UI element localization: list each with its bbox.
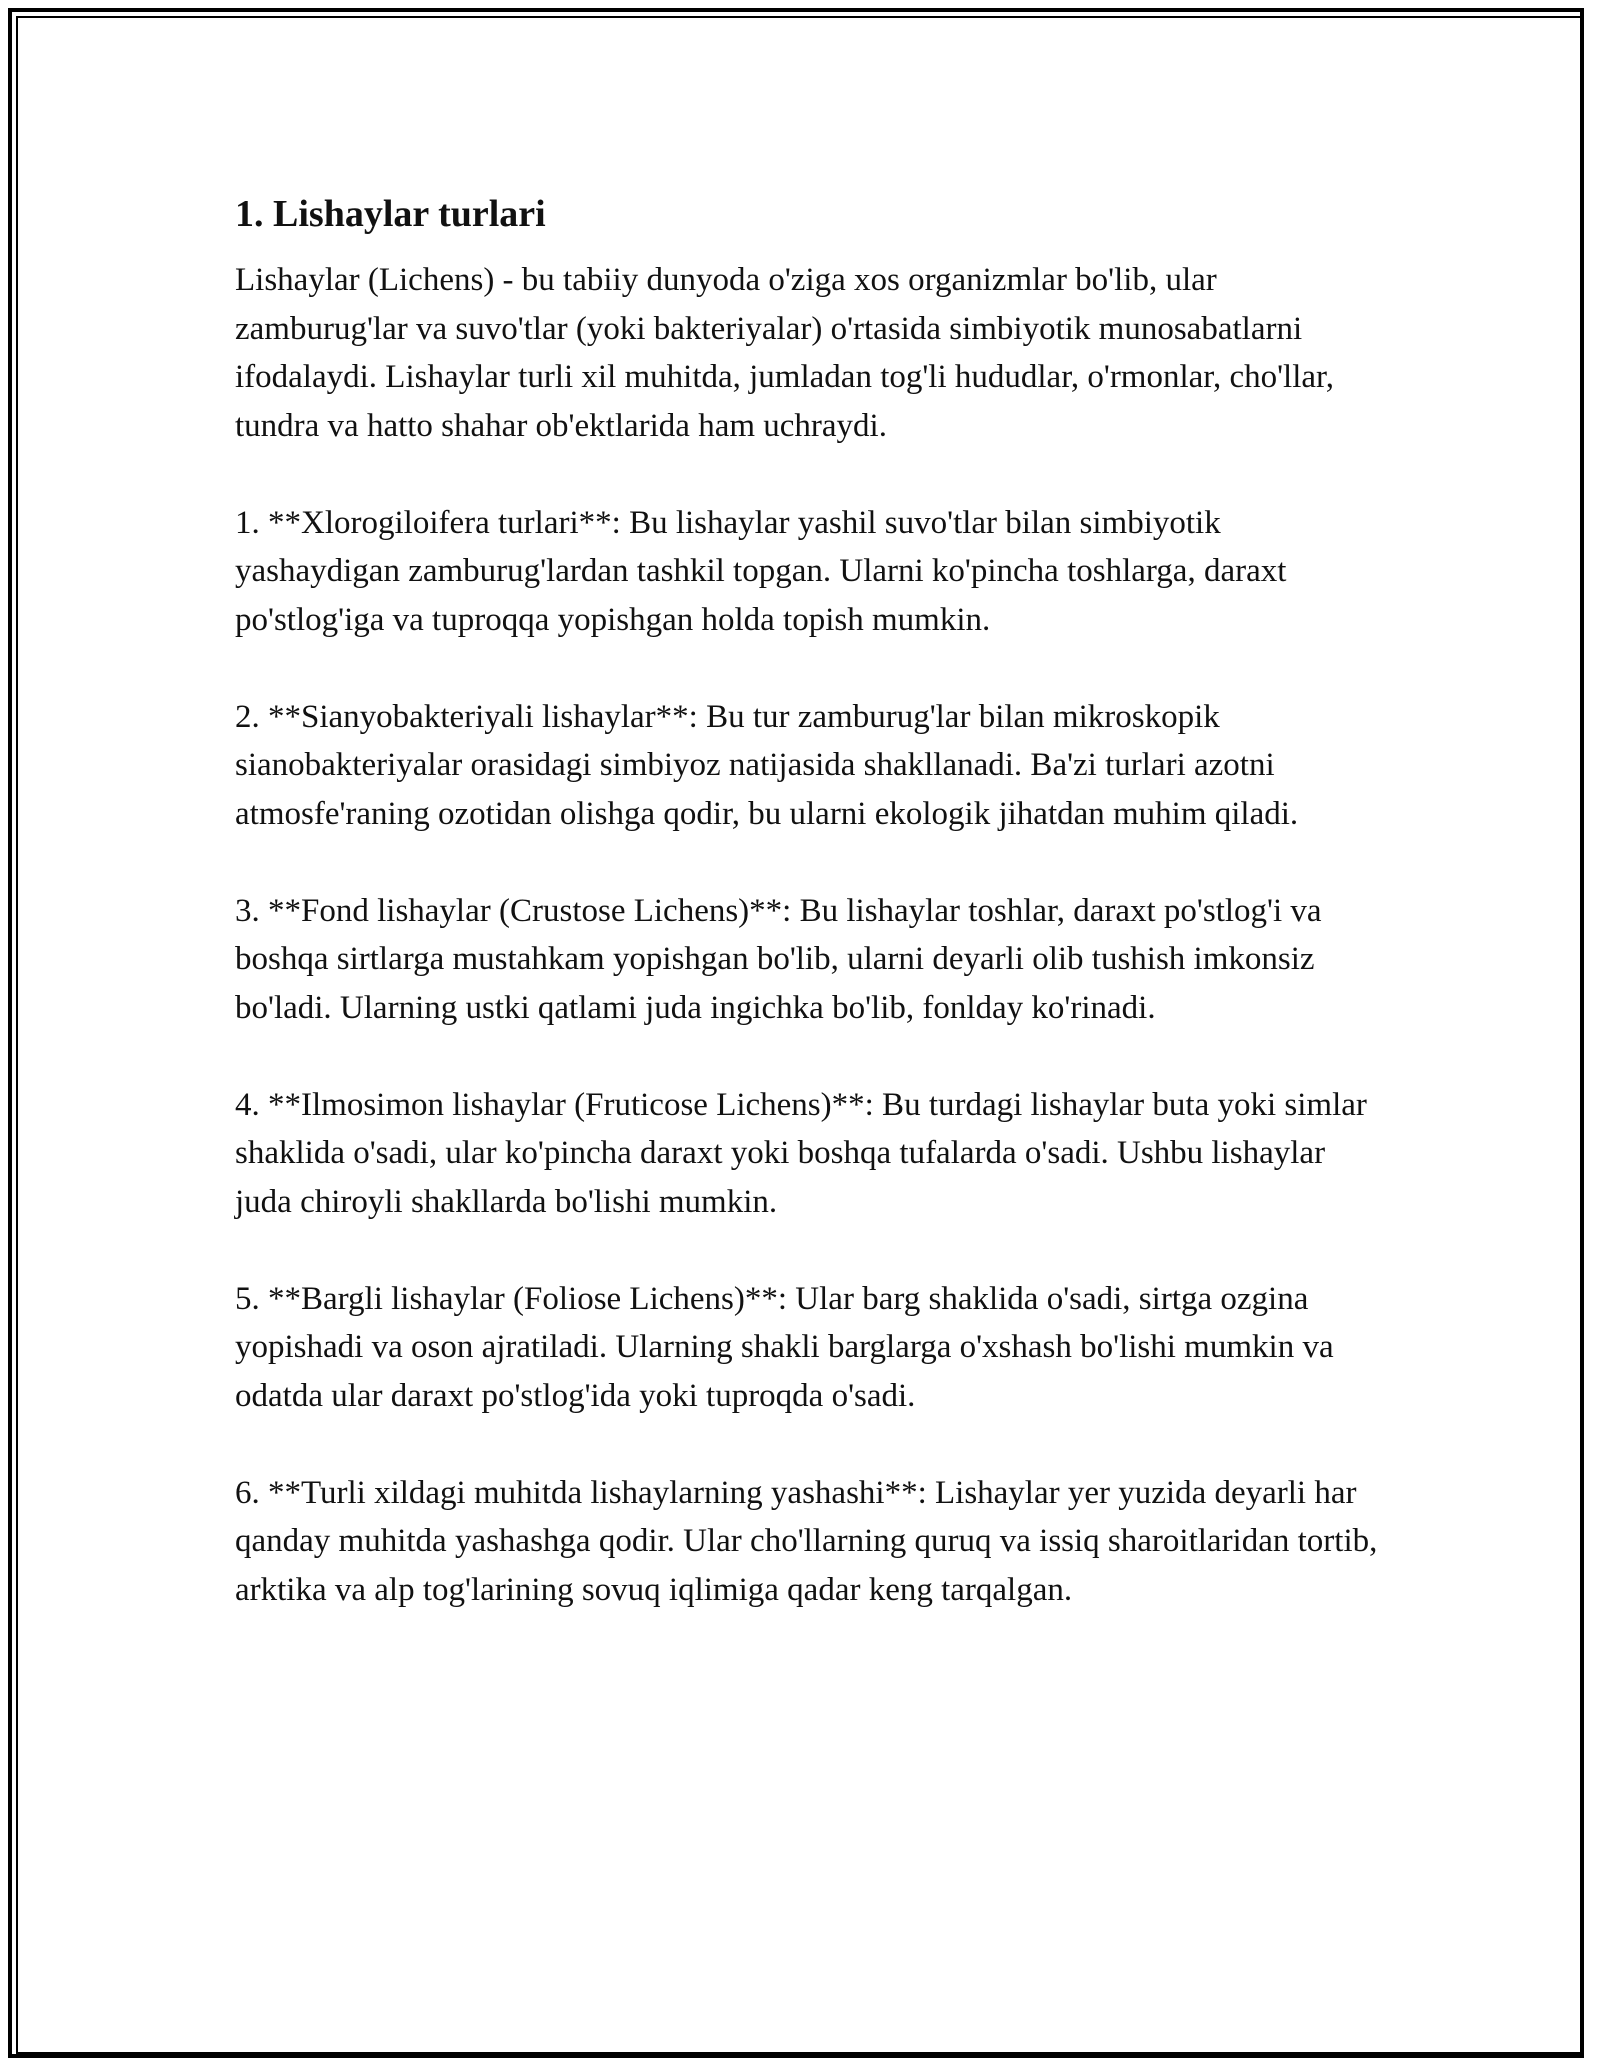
document-title: 1. Lishaylar turlari (235, 193, 546, 235)
intro-paragraph: Lishaylar (Lichens) - bu tabiiy dunyoda o'ziga xos organizmlar bo'lib, ular zamburug'lar va suvo'tlar (yoki bakteriyalar) o'rtasida simbiyotik munosabatlarni ifodalaydi. Lishaylar turli xil muhitda, jumladan tog'li hududlar, o'rmonlar, cho'llar, tundra va hatto shahar ob'ektlarida ham uchraydi. (235, 262, 1334, 444)
list-item-1: 1. **Xlorogiloifera turlari**: Bu lishaylar yashil suvo'tlar bilan simbiyotik yashaydigan zamburug'lardan tashkil topgan. Ularni ko'pincha toshlarga, daraxt po'stlog'iga va tuproqqa yopishgan holda topish mumkin. (235, 504, 1287, 638)
list-item-3: 3. **Fond lishaylar (Crustose Lichens)**: Bu lishaylar toshlar, daraxt po'stlog'i va boshqa sirtlarga mustahkam yopishgan bo'lib, ularni deyarli olib tushish imkonsiz bo'ladi. Ularning ustki qatlami juda ingichka bo'lib, fonlday ko'rinadi. (235, 892, 1322, 1026)
list-item-6: 6. **Turli xildagi muhitda lishaylarning yashashi**: Lishaylar yer yuzida deyarli har qanday muhitda yashashga qodir. Ular cho'llarning quruq va issiq sharoitlaridan tortib, arktika va alp tog'larining sovuq iqlimiga qadar keng tarqalgan. (235, 1474, 1378, 1608)
list-item-4: 4. **Ilmosimon lishaylar (Fruticose Lichens)**: Bu turdagi lishaylar buta yoki simlar shaklida o'sadi, ular ko'pincha daraxt yoki boshqa tufalarda o'sadi. Ushbu lishaylar juda chiroyli shakllarda bo'lishi mumkin. (235, 1086, 1367, 1220)
list-item-5: 5. **Bargli lishaylar (Foliose Lichens)**: Ular barg shaklida o'sadi, sirtga ozgina yopishadi va oson ajratiladi. Ularning shakli barglarga o'xshash bo'lishi mumkin va odatda ular daraxt po'stlog'ida yoki tuproqda o'sadi. (235, 1280, 1334, 1414)
document-body (235, 186, 1385, 1663)
list-item-2: 2. **Sianyobakteriyali lishaylar**: Bu tur zamburug'lar bilan mikroskopik sianobakteriyalar orasidagi simbiyoz natijasida shakllanadi. Ba'zi turlari azotni atmosfe'raning ozotidan olishga qodir, bu ularni ekologik jihatdan muhim qiladi. (235, 698, 1299, 832)
